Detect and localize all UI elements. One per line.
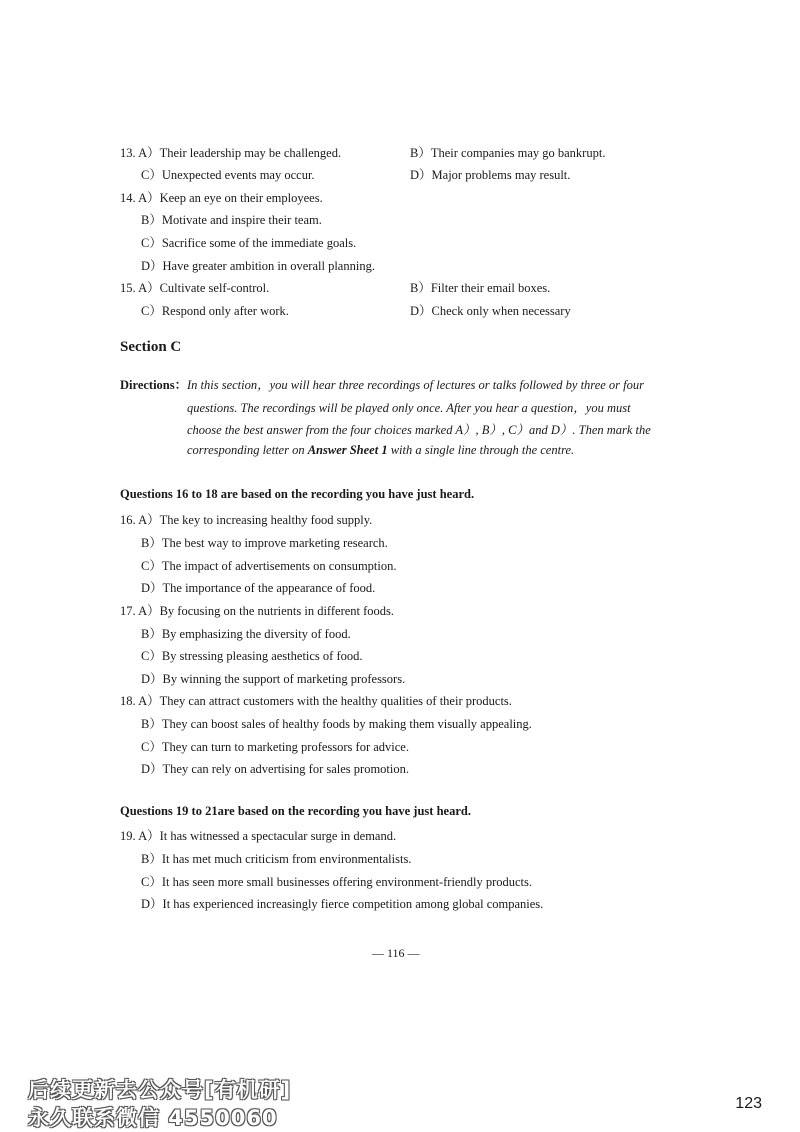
- question-group-heading: Questions 16 to 18 are based on the recording you have just heard.: [120, 487, 475, 501]
- option-c: C）It has seen more small businesses offering environment-friendly products.: [141, 875, 533, 889]
- option-c: C）Respond only after work.: [141, 304, 289, 318]
- option-c: C）Sacrifice some of the immediate goals.: [141, 236, 357, 250]
- option-d: D）It has experienced increasingly fierce competition among global companies.: [141, 897, 544, 911]
- option-a: A）They can attract customers with the healthy qualities of their products.: [138, 694, 512, 708]
- option-a: A）Cultivate self-control.: [138, 281, 270, 295]
- question-15: [120, 278, 269, 296]
- option-b: B）They can boost sales of healthy foods by making them visually appealing.: [141, 717, 532, 731]
- question-19: [120, 826, 396, 844]
- question-number: 19.: [120, 829, 136, 843]
- option-b: B）By emphasizing the diversity of food.: [141, 627, 351, 641]
- option-a: A）Keep an eye on their employees.: [138, 191, 323, 205]
- option-a: A）The key to increasing healthy food supply.: [138, 513, 373, 527]
- question-number: 16.: [120, 513, 136, 527]
- question-number: 17.: [120, 604, 136, 618]
- option-b: B）It has met much criticism from environmentalists.: [141, 852, 412, 866]
- option-d: D）They can rely on advertising for sales promotion.: [141, 762, 409, 776]
- option-c: C）They can turn to marketing professors for advice.: [141, 740, 409, 754]
- question-18: [120, 691, 512, 709]
- page-number: — 116 —: [372, 946, 420, 960]
- option-d: D）The importance of the appearance of food.: [141, 581, 376, 595]
- option-c: C）The impact of advertisements on consumption.: [141, 559, 397, 573]
- option-b: B）Motivate and inspire their team.: [141, 213, 322, 227]
- directions-line-1: In this section，you will hear three recordings of lectures or talks followed by three or four: [187, 378, 645, 392]
- question-13: [120, 143, 341, 161]
- directions-line-4: corresponding letter on Answer Sheet 1 with a single line through the centre.: [187, 443, 575, 457]
- option-a: A）By focusing on the nutrients in different foods.: [138, 604, 395, 618]
- option-c: C）By stressing pleasing aesthetics of food.: [141, 649, 363, 663]
- question-group-heading: Questions 19 to 21are based on the recording you have just heard.: [120, 804, 471, 818]
- section-title: Section C: [120, 339, 182, 355]
- option-d: D）Have greater ambition in overall planning.: [141, 259, 375, 273]
- question-number: 13.: [120, 146, 136, 160]
- option-c: C）Unexpected events may occur.: [141, 168, 315, 182]
- directions-line-3: choose the best answer from the four choices marked A）, B）, C）and D）. Then mark the: [187, 423, 651, 437]
- option-a: A）Their leadership may be challenged.: [138, 146, 342, 160]
- option-b: B）Their companies may go bankrupt.: [410, 146, 606, 160]
- corner-page-number: 123: [735, 1095, 762, 1112]
- watermark-line-2: 永久联系微信 4550060: [28, 1106, 278, 1130]
- option-b: B）The best way to improve marketing research.: [141, 536, 388, 550]
- option-b: B）Filter their email boxes.: [410, 281, 551, 295]
- directions-line-2: questions. The recordings will be played only once. After you hear a question，you must: [187, 401, 631, 415]
- watermark-line-1: 后续更新去公众号[有机研]: [28, 1078, 292, 1102]
- option-d: D）Major problems may result.: [410, 168, 571, 182]
- option-a: A）It has witnessed a spectacular surge in demand.: [138, 829, 397, 843]
- option-d: D）Check only when necessary: [410, 304, 571, 318]
- question-number: 15.: [120, 281, 136, 295]
- directions-label: Directions：: [120, 378, 188, 392]
- question-16: [120, 510, 372, 528]
- answer-sheet-ref: Answer Sheet 1: [307, 443, 388, 457]
- question-14: [120, 188, 323, 206]
- option-d: D）By winning the support of marketing professors.: [141, 672, 406, 686]
- question-number: 14.: [120, 191, 136, 205]
- question-17: [120, 601, 394, 619]
- question-number: 18.: [120, 694, 136, 708]
